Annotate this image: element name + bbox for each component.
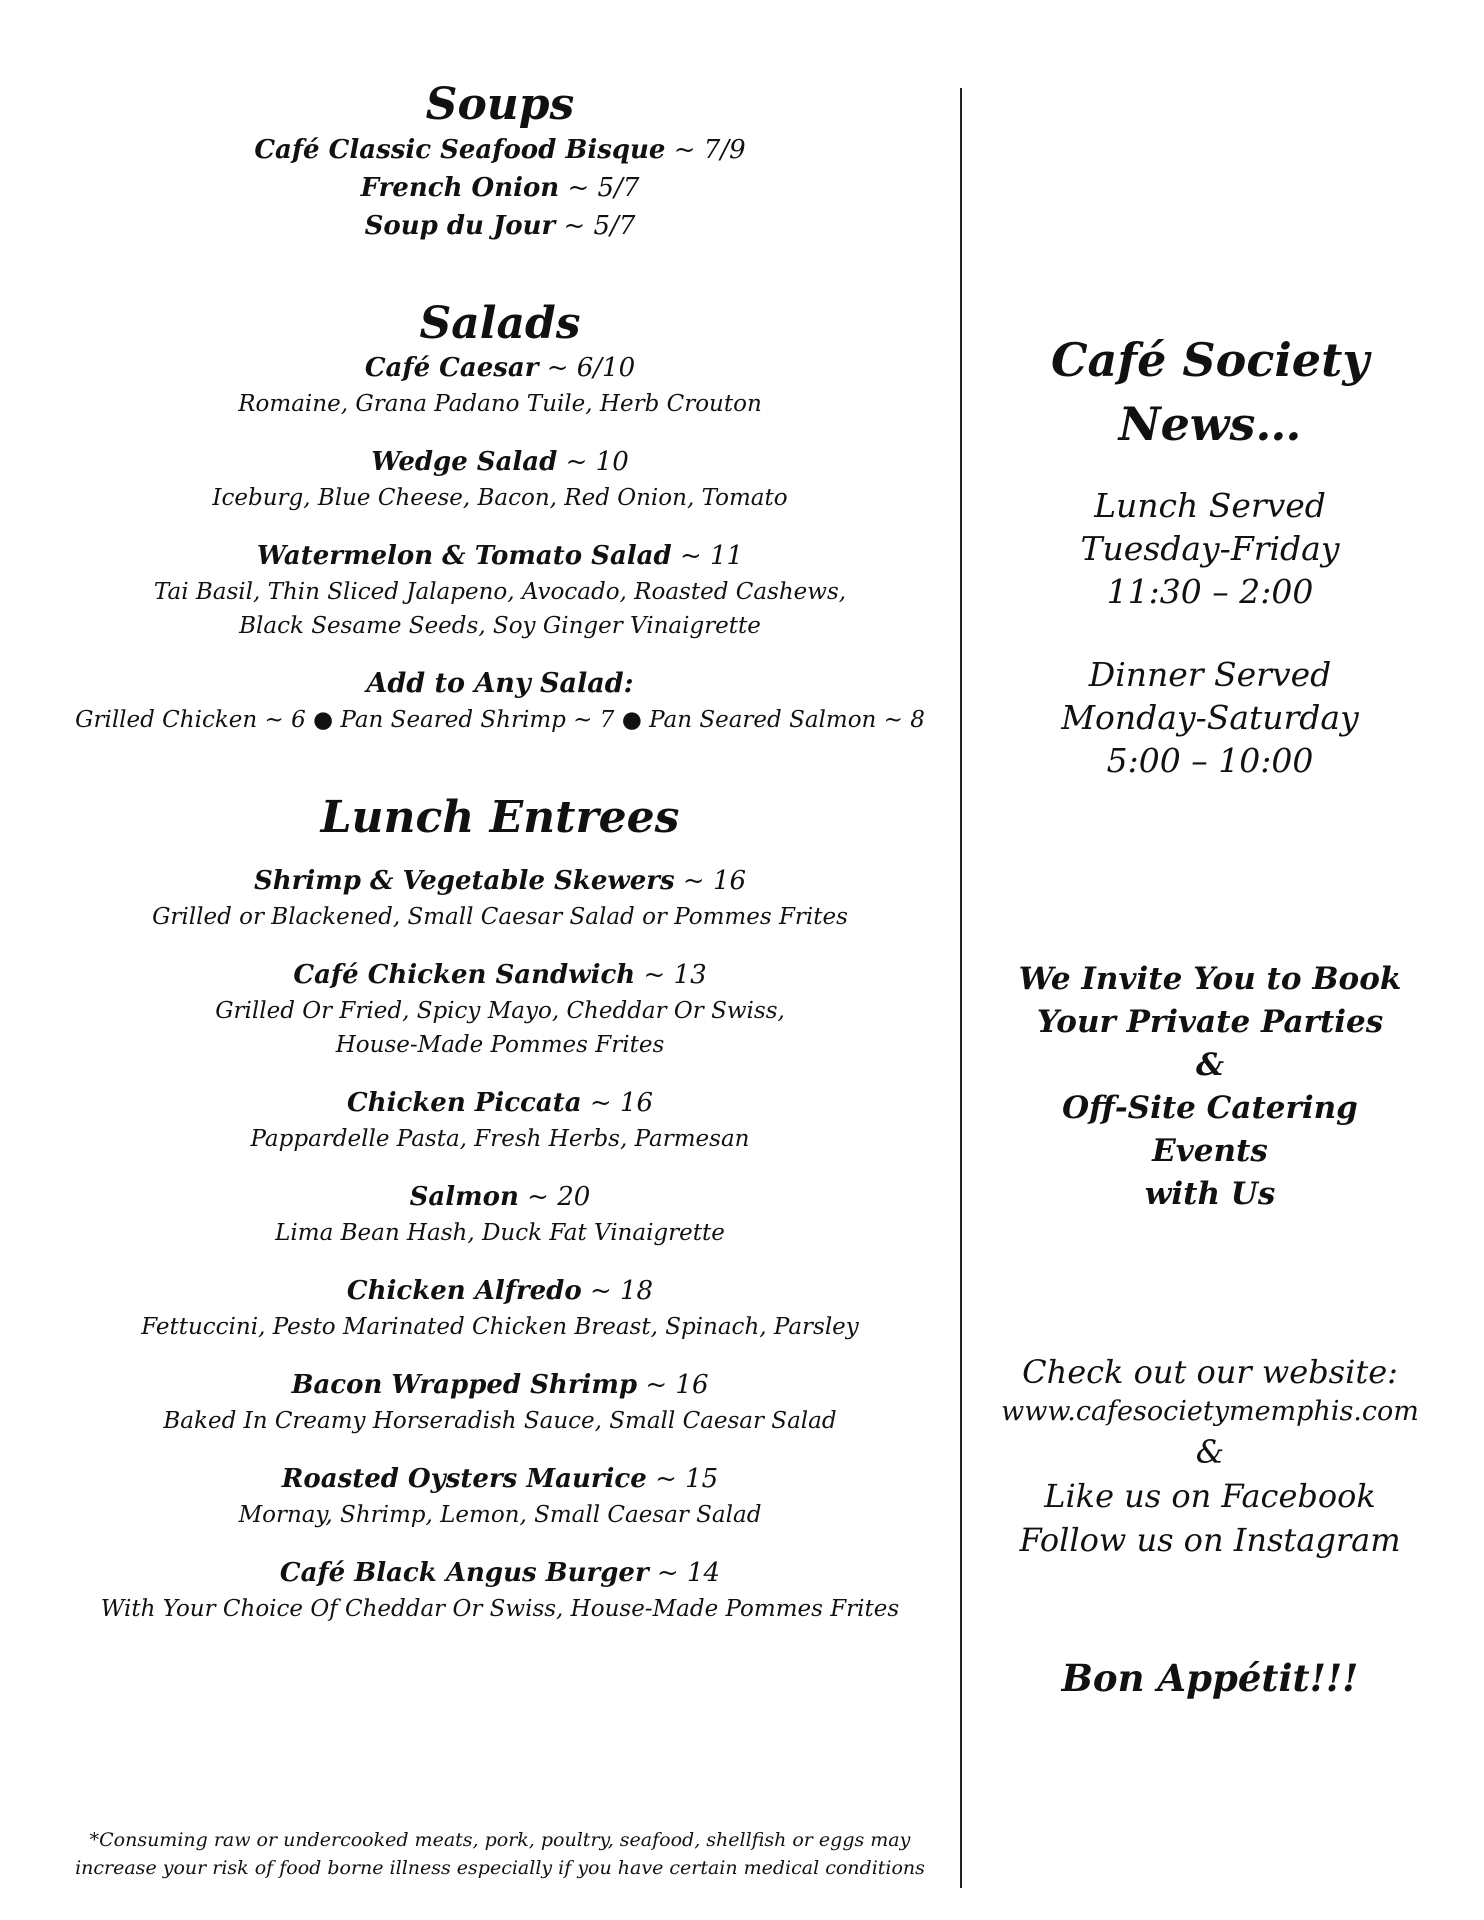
soup-item xyxy=(70,169,930,207)
news-title-line: Café Society xyxy=(1050,333,1370,387)
private-parties-invite xyxy=(1000,958,1420,1216)
salad-heading xyxy=(70,443,930,481)
lunch-entrees-section xyxy=(70,793,930,1626)
column-divider xyxy=(960,88,962,1888)
entree-price: ~ 15 xyxy=(646,1463,719,1494)
salad-description: Tai Basil, Thin Sliced Jalapeno, Avocado, Roasted Cashews, xyxy=(153,579,847,606)
salad-price: ~ 6/10 xyxy=(538,353,636,384)
entree-price: ~ 13 xyxy=(635,959,707,990)
salad-price: ~ 11 xyxy=(671,541,744,572)
entree-description: With Your Choice Of Cheddar Or Swiss, House-Made Pommes Frites xyxy=(100,1595,900,1622)
dinner-hours-time: 5:00 – 10:00 xyxy=(1106,741,1314,780)
news-title xyxy=(1000,328,1420,456)
entree-item xyxy=(70,1178,930,1250)
entree-heading xyxy=(70,1084,930,1122)
salad-name: Watermelon & Tomato Salad xyxy=(256,541,672,572)
entree-item xyxy=(70,1272,930,1344)
food-safety-disclaimer xyxy=(70,1826,930,1882)
soup-name: French Onion xyxy=(360,172,560,203)
invite-line: & xyxy=(1196,1047,1224,1083)
instagram-text: Follow us on Instagram xyxy=(1019,1521,1401,1559)
soup-price: ~ 7/9 xyxy=(665,134,746,165)
news-column xyxy=(1000,80,1420,1702)
entree-item xyxy=(70,956,930,1062)
entree-item xyxy=(70,1554,930,1626)
entree-name: Bacon Wrapped Shrimp xyxy=(291,1369,638,1400)
entree-name: Café Black Angus Burger xyxy=(279,1557,649,1588)
lunch-hours xyxy=(1000,484,1420,613)
entree-description: Grilled Or Fried, Spicy Mayo, Cheddar Or Swiss, xyxy=(215,997,785,1024)
soups-title: Soups xyxy=(425,79,575,130)
soup-name: Café Classic Seafood Bisque xyxy=(254,134,666,165)
entree-price: ~ 14 xyxy=(648,1557,721,1588)
salad-name: Café Caesar xyxy=(364,353,539,384)
salad-name: Wedge Salad xyxy=(371,447,558,478)
dinner-hours-label: Dinner Served xyxy=(1088,655,1332,694)
lunch-entrees-title: Lunch Entrees xyxy=(320,792,680,844)
salads-title: Salads xyxy=(419,297,581,349)
invite-line: Your Private Parties xyxy=(1036,1004,1384,1040)
soup-name: Soup du Jour xyxy=(364,210,556,241)
entree-heading xyxy=(70,1366,930,1404)
salad-heading xyxy=(70,537,930,575)
soup-price: ~ 5/7 xyxy=(555,210,636,241)
entree-description: Lima Bean Hash, Duck Fat Vinaigrette xyxy=(275,1219,725,1246)
entree-description: Fettuccini, Pesto Marinated Chicken Breast, Spinach, Parsley xyxy=(141,1313,859,1340)
entree-name: Café Chicken Sandwich xyxy=(293,959,636,990)
invite-line: with Us xyxy=(1144,1176,1276,1212)
lunch-hours-time: 11:30 – 2:00 xyxy=(1106,572,1314,611)
salad-item xyxy=(70,537,930,643)
entree-description: Baked In Creamy Horseradish Sauce, Small Caesar Salad xyxy=(163,1407,837,1434)
entree-name: Salmon xyxy=(409,1181,519,1212)
entree-heading xyxy=(70,1272,930,1310)
menu-column xyxy=(70,80,930,1626)
invite-line: We Invite You to Book xyxy=(1018,961,1402,997)
soups-section xyxy=(70,80,930,245)
addons-title: Add to Any Salad: xyxy=(366,668,634,700)
salad-addons xyxy=(70,665,930,737)
lunch-hours-label: Lunch Served xyxy=(1094,486,1326,525)
dinner-hours-days: Monday-Saturday xyxy=(1061,698,1359,737)
ampersand: & xyxy=(1195,1433,1225,1471)
entree-name: Chicken Alfredo xyxy=(346,1275,582,1306)
salad-item xyxy=(70,349,930,421)
entree-heading xyxy=(70,956,930,994)
entree-price: ~ 16 xyxy=(581,1087,653,1118)
entree-name: Roasted Oysters Maurice xyxy=(281,1463,647,1494)
website-link[interactable]: www.cafesocietymemphis.com xyxy=(1001,1396,1419,1427)
disclaimer-line: increase your risk of food borne illness especially if you have certain medical conditions xyxy=(75,1857,925,1879)
soup-item xyxy=(70,207,930,245)
dinner-hours xyxy=(1000,653,1420,782)
closing-greeting: Bon Appétit!!! xyxy=(1061,1656,1359,1700)
entree-description: Grilled or Blackened, Small Caesar Salad or Pommes Frites xyxy=(152,903,848,930)
entree-heading xyxy=(70,1178,930,1216)
website-label: Check out our website: xyxy=(1022,1353,1398,1391)
addons-options: Grilled Chicken ~ 6 ● Pan Seared Shrimp ~ 7 ● Pan Seared Salmon ~ 8 xyxy=(75,707,925,734)
salad-price: ~ 10 xyxy=(557,447,629,478)
entree-price: ~ 18 xyxy=(581,1275,654,1306)
entree-heading xyxy=(70,862,930,900)
entree-heading xyxy=(70,1460,930,1498)
salad-description: Iceburg, Blue Cheese, Bacon, Red Onion, Tomato xyxy=(212,485,788,512)
disclaimer-line: *Consuming raw or undercooked meats, pork, poultry, seafood, shellfish or eggs may xyxy=(89,1829,911,1851)
news-title-line: News… xyxy=(1118,397,1302,451)
entree-item xyxy=(70,1366,930,1438)
entree-item xyxy=(70,1084,930,1156)
entree-item xyxy=(70,1460,930,1532)
entree-name: Shrimp & Vegetable Skewers xyxy=(253,865,675,896)
entree-description: Mornay, Shrimp, Lemon, Small Caesar Salad xyxy=(238,1501,762,1528)
entree-description: House-Made Pommes Frites xyxy=(335,1031,665,1058)
facebook-text: Like us on Facebook xyxy=(1044,1477,1376,1515)
social-links xyxy=(1000,1350,1420,1562)
salads-section xyxy=(70,299,930,738)
salad-description: Romaine, Grana Padano Tuile, Herb Crouton xyxy=(238,391,762,418)
invite-line: Off-Site Catering Events xyxy=(1062,1090,1358,1169)
lunch-hours-days: Tuesday-Friday xyxy=(1080,529,1340,568)
soup-price: ~ 5/7 xyxy=(559,172,640,203)
salad-item xyxy=(70,443,930,515)
entree-description: Pappardelle Pasta, Fresh Herbs, Parmesan xyxy=(250,1125,750,1152)
soup-item xyxy=(70,131,930,169)
salad-description: Black Sesame Seeds, Soy Ginger Vinaigrette xyxy=(239,613,761,640)
entree-heading xyxy=(70,1554,930,1592)
entree-price: ~ 16 xyxy=(674,865,747,896)
entree-item xyxy=(70,862,930,934)
salad-heading xyxy=(70,349,930,387)
entree-price: ~ 16 xyxy=(637,1369,709,1400)
entree-name: Chicken Piccata xyxy=(346,1087,582,1118)
entree-price: ~ 20 xyxy=(518,1181,591,1212)
